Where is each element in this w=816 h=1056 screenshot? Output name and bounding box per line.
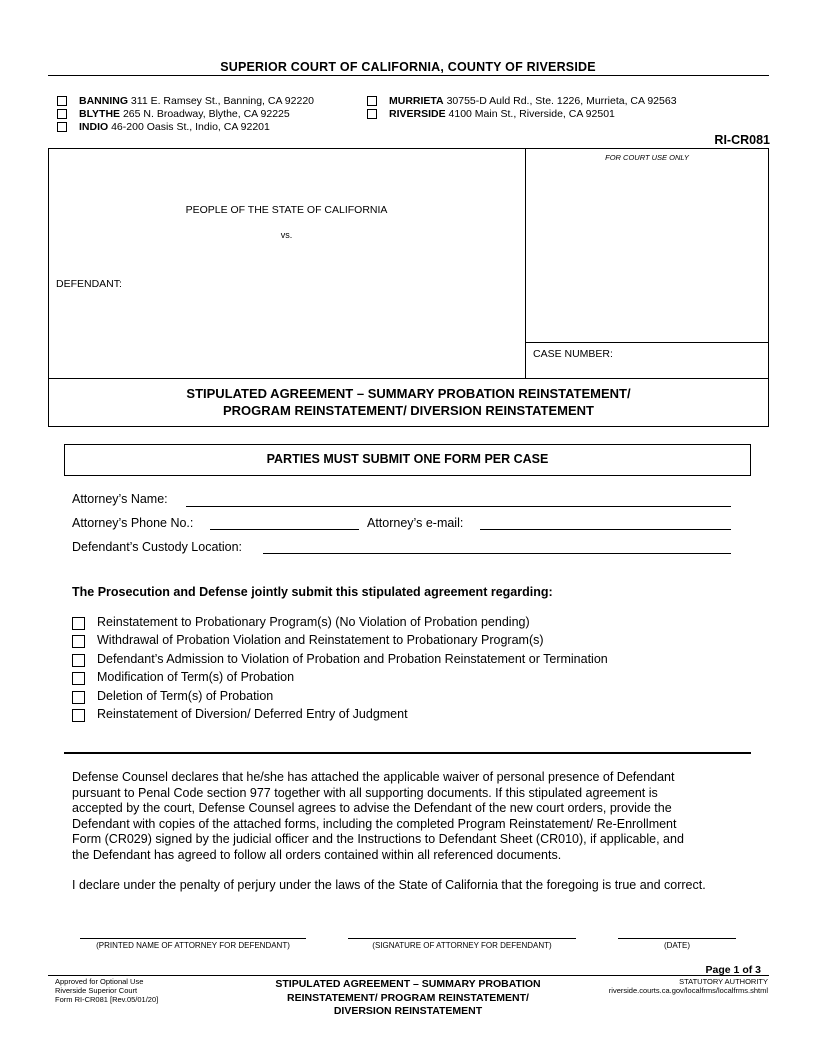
option-label-1: Reinstatement to Probationary Program(s) (No Violation of Probation pending) — [97, 615, 530, 629]
attorney-email-label: Attorney’s e-mail: — [367, 516, 464, 530]
option-label-6: Reinstatement of Diversion/ Deferred Entry of Judgment — [97, 707, 408, 721]
attorney-phone-field[interactable] — [210, 529, 359, 530]
footer-center — [238, 978, 578, 1019]
declaration-line: Defense Counsel declares that he/she has attached the applicable waiver of personal presence of Defendant — [72, 770, 675, 784]
footer-center-line: DIVERSION REINSTATEMENT — [333, 1005, 483, 1017]
checkbox-blythe[interactable] — [57, 109, 67, 119]
footer-url[interactable]: riverside.courts.ca.gov/localfrms/localfrms.shtml — [608, 986, 768, 995]
checkbox-option-3[interactable] — [72, 654, 85, 667]
checkbox-option-4[interactable] — [72, 672, 85, 685]
date-caption: (DATE) — [663, 941, 691, 950]
checkbox-murrieta[interactable] — [367, 96, 377, 106]
custody-location-label: Defendant’s Custody Location: — [72, 540, 243, 554]
section-divider — [64, 752, 751, 754]
date-line[interactable] — [618, 938, 736, 939]
location-riverside — [389, 108, 615, 120]
stipulation-heading: The Prosecution and Defense jointly submit this stipulated agreement regarding: — [72, 585, 553, 599]
page-number: Page 1 of 3 — [705, 964, 761, 976]
location-address: 4100 Main St., Riverside, CA 92501 — [448, 108, 615, 120]
location-murrieta — [389, 95, 677, 107]
defendant-label: DEFENDANT: — [56, 278, 122, 290]
header-rule — [48, 75, 769, 76]
location-address: 46-200 Oasis St., Indio, CA 92201 — [111, 121, 270, 133]
footer-center-line: REINSTATEMENT/ PROGRAM REINSTATEMENT/ — [287, 991, 529, 1004]
location-name: INDIO — [79, 121, 109, 133]
perjury-statement: I declare under the penalty of perjury under the laws of the State of California that the foregoing is true and correct. — [72, 878, 706, 892]
court-use-only: FOR COURT USE ONLY — [605, 153, 689, 162]
checkbox-option-6[interactable] — [72, 709, 85, 722]
location-blythe — [79, 108, 290, 120]
location-name: BANNING — [79, 95, 128, 107]
vs-label: vs. — [280, 230, 293, 240]
option-label-4: Modification of Term(s) of Probation — [97, 670, 295, 684]
custody-location-field[interactable] — [263, 553, 731, 554]
attorney-name-field[interactable] — [186, 506, 731, 507]
case-number-label: CASE NUMBER: — [533, 348, 613, 360]
footer-rule — [48, 975, 769, 976]
location-address: 265 N. Broadway, Blythe, CA 92225 — [122, 108, 290, 120]
option-label-3: Defendant’s Admission to Violation of Probation and Probation Reinstatement or Termination — [97, 652, 608, 666]
form-title-line1: STIPULATED AGREEMENT – SUMMARY PROBATION REINSTATEMENT/ — [186, 386, 631, 401]
checkbox-indio[interactable] — [57, 122, 67, 132]
checkbox-option-2[interactable] — [72, 635, 85, 648]
location-address: 30755-D Auld Rd., Ste. 1226, Murrieta, CA 92563 — [446, 95, 677, 107]
form-code: RI-CR081 — [714, 133, 770, 147]
footer-left — [55, 977, 158, 1004]
declaration-line: pursuant to Penal Code section 977 together with all supporting documents. If this stipulated agreement is — [72, 785, 658, 800]
caption-title-divider — [48, 378, 769, 379]
attorney-phone-label: Attorney’s Phone No.: — [72, 516, 194, 530]
people-label: PEOPLE OF THE STATE OF CALIFORNIA — [185, 204, 388, 216]
declaration-text — [72, 770, 684, 864]
footer-center-line: STIPULATED AGREEMENT – SUMMARY PROBATION — [275, 978, 541, 990]
footer-left-line: Approved for Optional Use — [55, 977, 144, 986]
checkbox-option-5[interactable] — [72, 691, 85, 704]
form-title-line2: PROGRAM REINSTATEMENT/ DIVERSION REINSTATEMENT — [223, 403, 594, 418]
printed-name-caption: (PRINTED NAME OF ATTORNEY FOR DEFENDANT) — [96, 941, 290, 950]
printed-name-line[interactable] — [80, 938, 306, 939]
checkbox-option-1[interactable] — [72, 617, 85, 630]
location-banning — [79, 95, 314, 107]
signature-caption: (SIGNATURE OF ATTORNEY FOR DEFENDANT) — [372, 941, 552, 950]
caption-vertical-divider — [525, 148, 526, 379]
declaration-line: accepted by the court, Defense Counsel agrees to advise the Defendant of the new court orders, provide the — [72, 801, 672, 816]
location-name: MURRIETA — [389, 95, 444, 107]
option-label-2: Withdrawal of Probation Violation and Reinstatement to Probationary Program(s) — [97, 633, 544, 647]
checkbox-riverside[interactable] — [367, 109, 377, 119]
declaration-line: Defendant with copies of the attached forms, including the completed Program Reinstatement/ Re-Enrollment — [72, 816, 677, 831]
notice-text: PARTIES MUST SUBMIT ONE FORM PER CASE — [266, 452, 549, 466]
declaration-line: Form (CR029) signed by the judicial officer and the Instructions to Defendant Sheet (CR010), if applicable, and — [72, 832, 684, 847]
court-title: SUPERIOR COURT OF CALIFORNIA, COUNTY OF RIVERSIDE — [220, 60, 596, 74]
footer-left-line: Form RI-CR081 [Rev.05/01/20] — [55, 995, 159, 1004]
attorney-name-label: Attorney’s Name: — [72, 492, 168, 506]
location-indio — [79, 121, 270, 133]
location-address: 311 E. Ramsey St., Banning, CA 92220 — [130, 95, 315, 107]
attorney-email-field[interactable] — [480, 529, 731, 530]
signature-line[interactable] — [348, 938, 576, 939]
statutory-authority: STATUTORY AUTHORITY — [679, 977, 768, 986]
location-name: RIVERSIDE — [389, 108, 446, 120]
declaration-line: the Defendant has agreed to follow all orders contained within all referenced documents. — [72, 847, 562, 862]
checkbox-banning[interactable] — [57, 96, 67, 106]
footer-left-line: Riverside Superior Court — [55, 986, 138, 995]
footer-right — [609, 977, 768, 995]
case-number-divider — [525, 342, 769, 343]
option-label-5: Deletion of Term(s) of Probation — [97, 689, 274, 703]
location-name: BLYTHE — [79, 108, 121, 120]
